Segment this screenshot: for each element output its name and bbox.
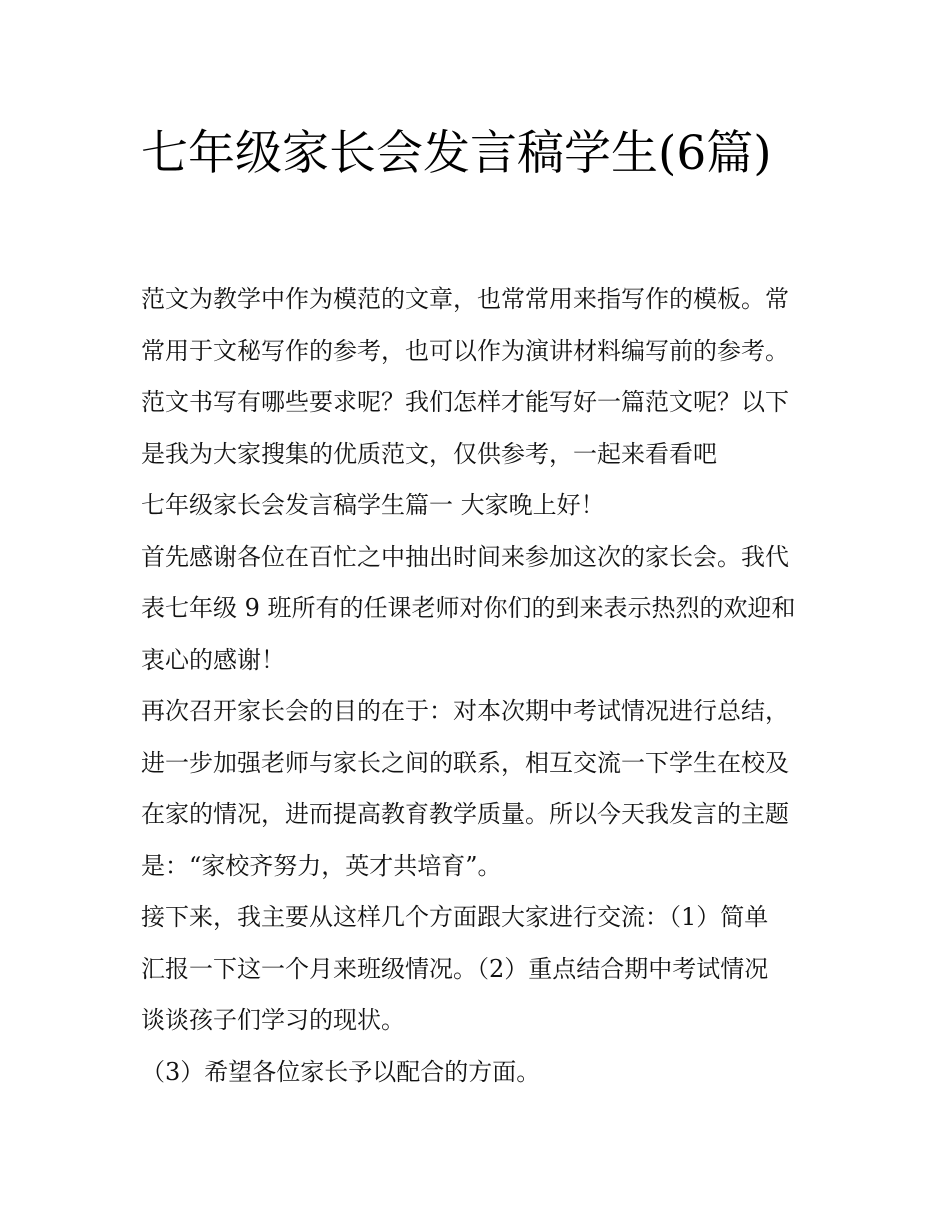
- text-line: 范文书写有哪些要求呢？我们怎样才能写好一篇范文呢？以下: [141, 388, 789, 416]
- text-line: 谈谈孩子们学习的现状。: [141, 1006, 405, 1034]
- text-line: 表七年级 9 班所有的任课老师对你们的到来表示热烈的欢迎和: [141, 594, 796, 622]
- purpose-paragraph: [141, 692, 813, 885]
- text-line: 接下来，我主要从这样几个方面跟大家进行交流：（1）简单: [141, 903, 769, 931]
- document-title: 七年级家长会发言稿学生(6篇): [141, 126, 772, 181]
- text-line: 衷心的感谢！: [141, 645, 285, 674]
- text-line: 是：“家校齐努力，英才共培育”。: [141, 851, 502, 880]
- thanks-paragraph: [141, 538, 813, 679]
- agenda-paragraph: [141, 898, 813, 1039]
- section-heading-paragraph: [141, 486, 813, 524]
- text-line: 七年级家长会发言稿学生篇一 大家晚上好！: [141, 491, 605, 519]
- text-line: 是我为大家搜集的优质范文，仅供参考，一起来看看吧: [141, 439, 717, 468]
- text-line: （3）希望各位家长予以配合的方面。: [141, 1057, 541, 1086]
- text-line: 进一步加强老师与家长之间的联系，相互交流一下学生在校及: [141, 748, 789, 777]
- text-line: 汇报一下这一个月来班级情况。（2）重点结合期中考试情况: [141, 954, 769, 983]
- text-line: 范文为教学中作为模范的文章，也常常用来指写作的模板。常: [141, 285, 789, 313]
- text-line: 再次召开家长会的目的在于：对本次期中考试情况进行总结，: [141, 697, 789, 725]
- document-body: [141, 280, 813, 1104]
- intro-paragraph: [141, 280, 813, 473]
- agenda-item-3-paragraph: [141, 1053, 813, 1091]
- text-line: 首先感谢各位在百忙之中抽出时间来参加这次的家长会。我代: [141, 542, 789, 571]
- text-line: 常用于文秘写作的参考，也可以作为演讲材料编写前的参考。: [141, 336, 789, 365]
- text-line: 在家的情况，进而提高教育教学质量。所以今天我发言的主题: [141, 800, 789, 828]
